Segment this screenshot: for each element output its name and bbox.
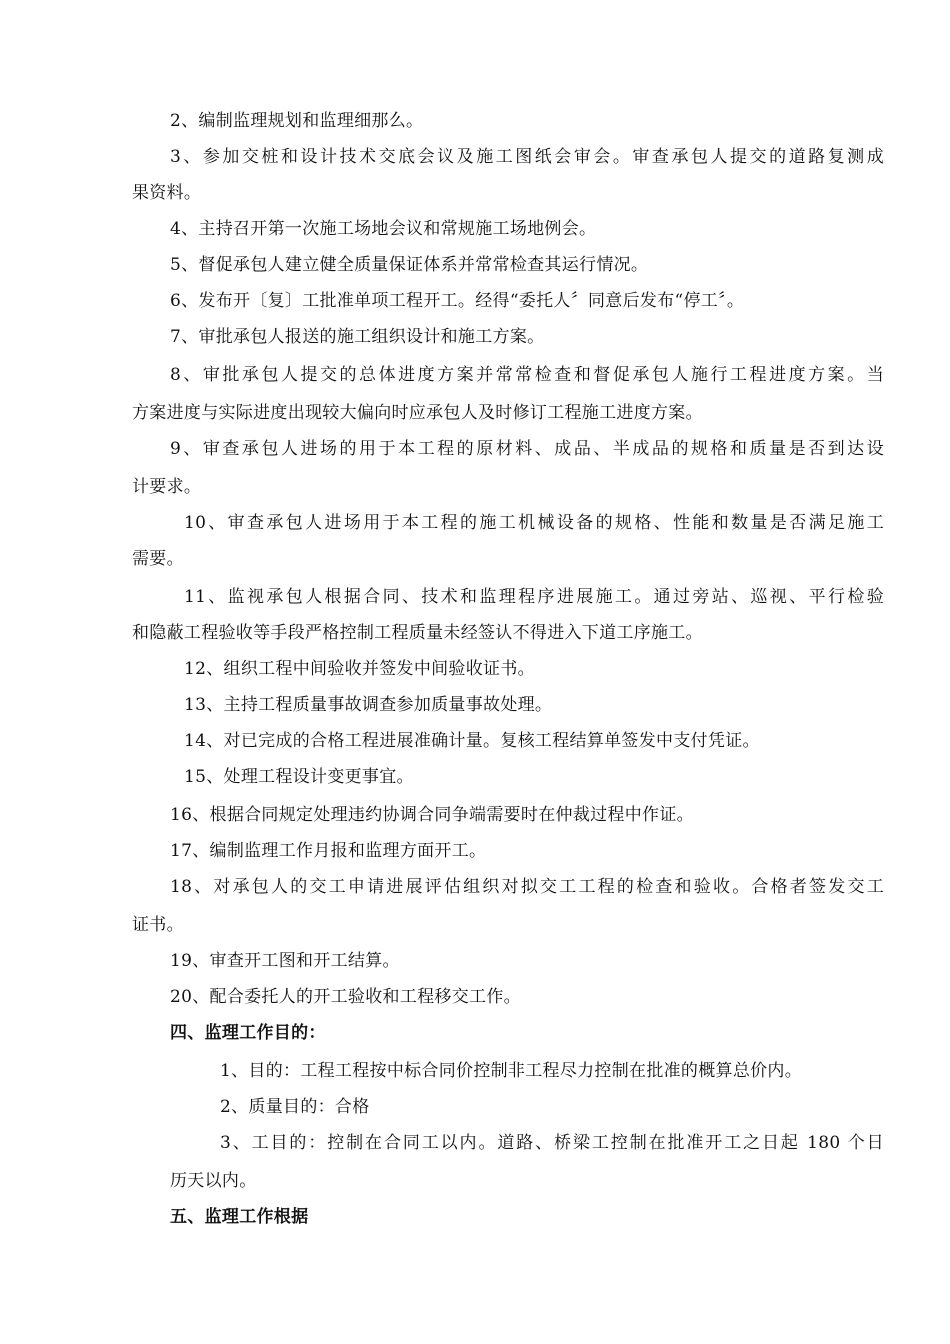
goal-item-2: 2、质量目的：合格 — [220, 1097, 370, 1117]
list-item-20: 20、配合委托人的开工验收和工程移交工作。 — [170, 987, 521, 1007]
list-item-11: 11、监视承包人根据合同、技术和监理程序进展施工。通过旁站、巡视、平行检验 — [184, 587, 884, 607]
list-item-10-cont: 需要。 — [132, 549, 184, 569]
section-heading-5: 五、监理工作根据 — [170, 1207, 309, 1227]
list-item-17: 17、编制监理工作月报和监理方面开工。 — [170, 841, 487, 861]
list-item-13: 13、主持工程质量事故调查参加质量事故处理。 — [184, 695, 553, 715]
list-item-6: 6、发布开〔复〕工批准单项工程开工。经得“委托人〞同意后发布“停工〞。 — [170, 291, 745, 311]
list-item-10: 10、审查承包人进场用于本工程的施工机械设备的规格、性能和数量是否满足施工 — [184, 513, 884, 533]
list-item-19: 19、审查开工图和开工结算。 — [170, 951, 400, 971]
list-item-3-cont: 果资料。 — [132, 183, 202, 203]
goal-item-1: 1、目的：工程工程按中标合同价控制非工程尽力控制在批准的概算总价内。 — [220, 1061, 803, 1081]
list-item-9: 9、审查承包人进场的用于本工程的原材料、成品、半成品的规格和质量是否到达设 — [170, 439, 884, 459]
list-item-14: 14、对已完成的合格工程进展准确计量。复核工程结算单签发中支付凭证。 — [184, 731, 760, 751]
list-item-7: 7、审批承包人报送的施工组织设计和施工方案。 — [170, 327, 545, 347]
goal-item-3: 3、工目的：控制在合同工以内。道路、桥梁工控制在批准开工之日起 180 个日 — [220, 1133, 884, 1153]
list-item-4: 4、主持召开第一次施工场地会议和常规施工场地例会。 — [170, 219, 597, 239]
list-item-8-cont: 方案进度与实际进度出现较大偏向时应承包人及时修订工程施工进度方案。 — [132, 403, 703, 423]
list-item-11-cont: 和隐蔽工程验收等手段严格控制工程质量未经签认不得进入下道工序施工。 — [132, 623, 703, 643]
list-item-8: 8、审批承包人提交的总体进度方案并常常检查和督促承包人施行工程进度方案。当 — [170, 365, 884, 385]
list-item-5: 5、督促承包人建立健全质量保证体系并常常检查其运行情况。 — [170, 255, 649, 275]
goal-item-3-cont: 历天以内。 — [170, 1171, 257, 1191]
list-item-2: 2、编制监理规划和监理细那么。 — [170, 111, 424, 131]
list-item-9-cont: 计要求。 — [132, 477, 202, 497]
list-item-15: 15、处理工程设计变更事宜。 — [184, 767, 414, 787]
list-item-18-cont: 证书。 — [132, 915, 184, 935]
list-item-12: 12、组织工程中间验收并签发中间验收证书。 — [184, 659, 535, 679]
section-heading-4: 四、监理工作目的： — [170, 1023, 326, 1043]
list-item-16: 16、根据合同规定处理违约协调合同争端需要时在仲裁过程中作证。 — [170, 805, 694, 825]
list-item-3: 3、参加交桩和设计技术交底会议及施工图纸会审会。审查承包人提交的道路复测成 — [170, 147, 884, 167]
list-item-18: 18、对承包人的交工申请进展评估组织对拟交工工程的检查和验收。合格者签发交工 — [170, 877, 884, 897]
